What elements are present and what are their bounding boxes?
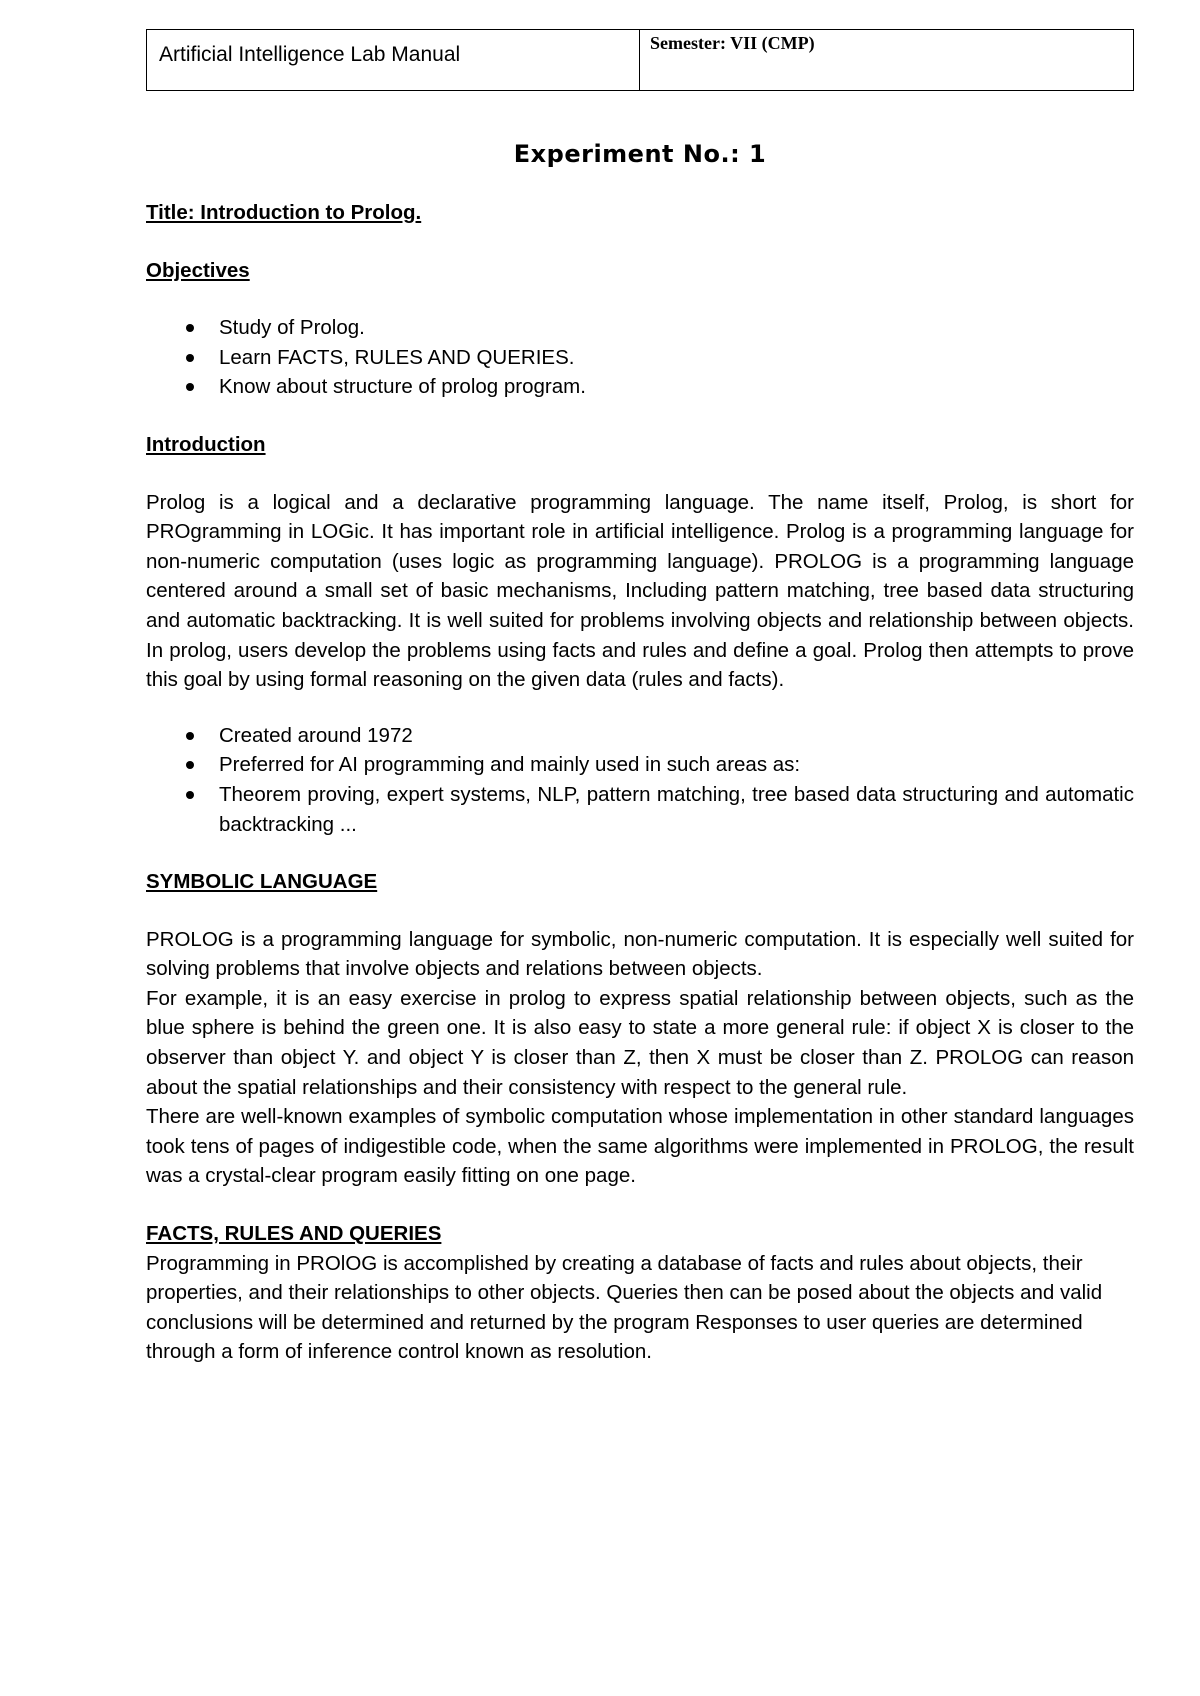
symbolic-paragraph-1: PROLOG is a programming language for symbolic, non-numeric computation. It is especially well suited for solving problems that involve objects and relations between objects. (146, 927, 1134, 981)
document-body (146, 198, 1134, 1367)
list-item: Study of Prolog. (219, 313, 1134, 343)
symbolic-language-heading: SYMBOLIC LANGUAGE (146, 870, 378, 894)
list-item: Know about structure of prolog program. (219, 372, 1134, 402)
objectives-list (146, 313, 1134, 402)
manual-title: Artificial Intelligence Lab Manual (147, 30, 640, 90)
facts-paragraph: Programming in PROlOG is accomplished by creating a database of facts and rules about objects, their properties, and their relationships to other objects. Queries then can be posed about the objects and valid conclusions will be determined and returned by the program Responses to user queries are determined through a form of inference control known as resolution. (146, 1251, 1103, 1364)
objectives-heading: Objectives (146, 258, 250, 282)
document-title: Title: Introduction to Prolog. (146, 201, 422, 224)
introduction-heading: Introduction (146, 432, 266, 456)
introduction-list (146, 721, 1134, 839)
list-item: Theorem proving, expert systems, NLP, pattern matching, tree based data structuring and automatic backtracking ... (219, 780, 1134, 839)
symbolic-paragraph-3: There are well-known examples of symbolic computation whose implementation in other standard languages took tens of pages of indigestible code, when the same algorithms were implemented in PROLOG, the result was a crystal-clear program easily fitting on one page. (146, 1105, 1134, 1188)
introduction-paragraph: Prolog is a logical and a declarative programming language. The name itself, Prolog, is short for PROgramming in LOGic. It has important role in artificial intelligence. Prolog is a programming language for non-numeric computation (uses logic as programming language). PROLOG is a programming language centered around a small set of basic mechanisms, Including pattern matching, tree based data structuring and automatic backtracking. It is well suited for problems involving objects and relationship between objects. In prolog, users develop the problems using facts and rules and define a goal. Prolog then attempts to prove this goal by using formal reasoning on the given data (rules and facts). (146, 490, 1134, 692)
list-item: Learn FACTS, RULES AND QUERIES. (219, 343, 1134, 373)
symbolic-paragraph-2: For example, it is an easy exercise in prolog to express spatial relationship between objects, such as the blue sphere is behind the green one. It is also easy to state a more general rule: if object X is closer to the observer than object Y. and object Y is closer than Z, then X must be closer than Z. PROLOG can reason about the spatial relationships and their consistency with respect to the general rule. (146, 986, 1134, 1099)
list-item: Created around 1972 (219, 721, 1134, 751)
semester-label: Semester: VII (CMP) (650, 33, 815, 53)
header-table (146, 29, 1134, 91)
list-item: Preferred for AI programming and mainly used in such areas as: (219, 750, 1134, 780)
experiment-title: Experiment No.: 1 (513, 140, 767, 168)
facts-rules-queries-heading: FACTS, RULES AND QUERIES (146, 1222, 442, 1246)
